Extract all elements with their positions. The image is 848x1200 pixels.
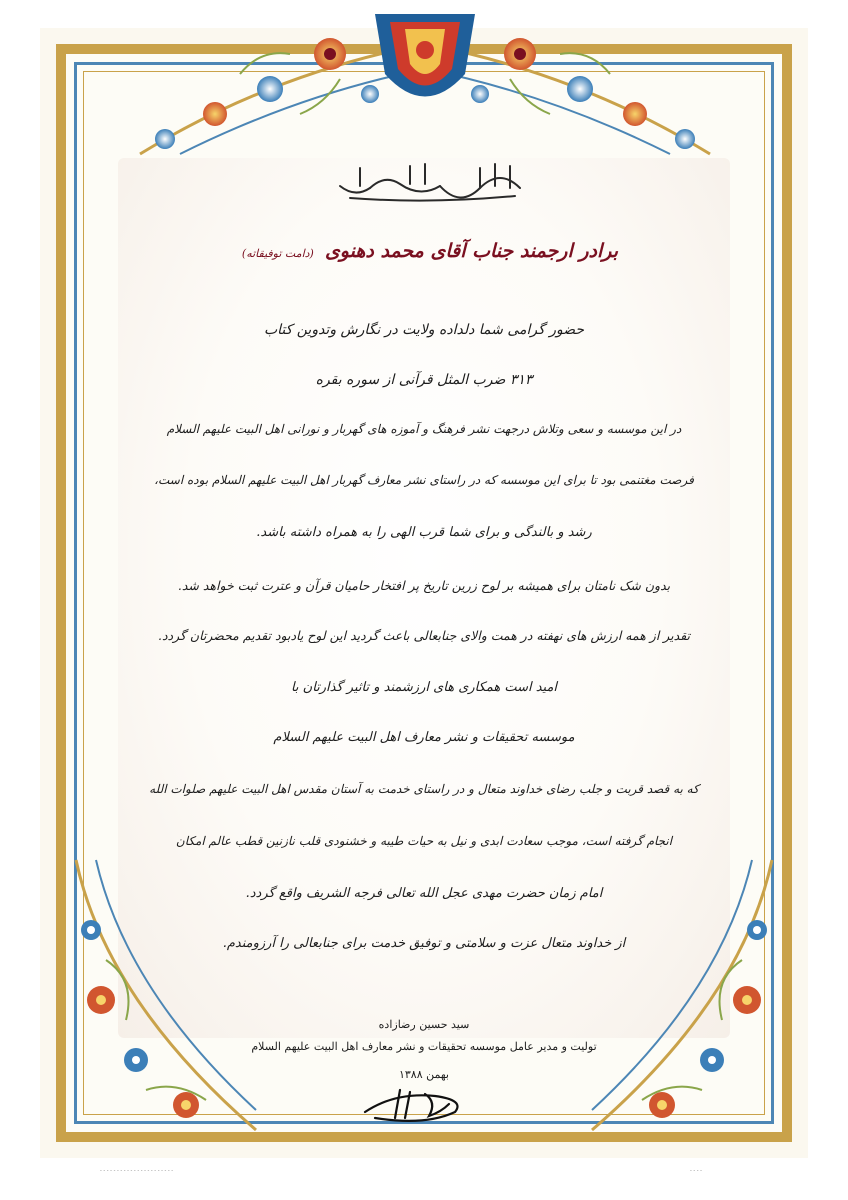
footer-left: - - - - - - - - - - - - - - - - - - - - - - [100,1168,174,1174]
signatory-title: تولیت و مدیر عامل موسسه تحقیقات و نشر معارف اهل البیت علیهم السلام [251,1040,597,1053]
body-line: فرصت مغتنمی بود تا برای این موسسه که در راستای نشر معارف گهربار اهل البیت علیهم السلام بوده است، [154,473,694,487]
body-line: انجام گرفته است، موجب سعادت ابدی و نیل به حیات طیبه و خشنودی قلب نازنین قطب عالم امکان [175,834,673,848]
addressee-suffix: (دامت توفیقاته) [241,247,314,260]
body-line: تقدیر از همه ارزش های نهفته در همت والای جنابعالی باعث گردید این لوح یادبود تقدیم محضرتان گردد. [157,628,691,643]
document-date: بهمن ۱۳۸۸ [398,1068,449,1081]
addressee-name: برادر ارجمند جناب آقای محمد دهنوی [324,240,619,262]
body-line: از خداوند متعال عزت و سلامتی و توفیق خدمت برای جنابعالی را آرزومندم. [222,936,626,951]
footer-right: - - - - [690,1168,702,1174]
certificate-body [120,150,728,1110]
body-line: رشد و بالندگی و برای شما قرب الهی را به همراه داشته باشد. [256,525,592,540]
body-line: ۳۱۳ ضرب المثل قرآنی از سوره بقره [315,372,533,388]
body-line: امام زمان حضرت مهدی عجل الله تعالی فرجه الشریف واقع گردد. [245,886,603,901]
handwritten-signature-icon [355,1082,475,1126]
signatory-name: سید حسین رضازاده [378,1018,470,1031]
body-line: امید است همکاری های ارزشمند و تاثیر گذارتان با [290,680,558,695]
body-line: موسسه تحقیقات و نشر معارف اهل البیت علیهم السلام [273,730,575,745]
body-line: در این موسسه و سعی وتلاش درجهت نشر فرهنگ و آموزه های گهربار و نورانی اهل البیت علیهم السلام [166,422,682,436]
body-line: حضور گرامی شما دلداده ولایت در نگارش وتدوین کتاب [263,322,585,338]
body-line: که به قصد قربت و جلب رضای خداوند متعال و در راستای خدمت به آستان مقدس اهل البیت علیهم صلوات الله [149,782,699,796]
body-line: بدون شک نامتان برای همیشه بر لوح زرین تاریخ پر افتخار حامیان قرآن و عترت ثبت خواهد شد. [177,578,671,593]
top-floral-ornament-icon [120,14,730,164]
